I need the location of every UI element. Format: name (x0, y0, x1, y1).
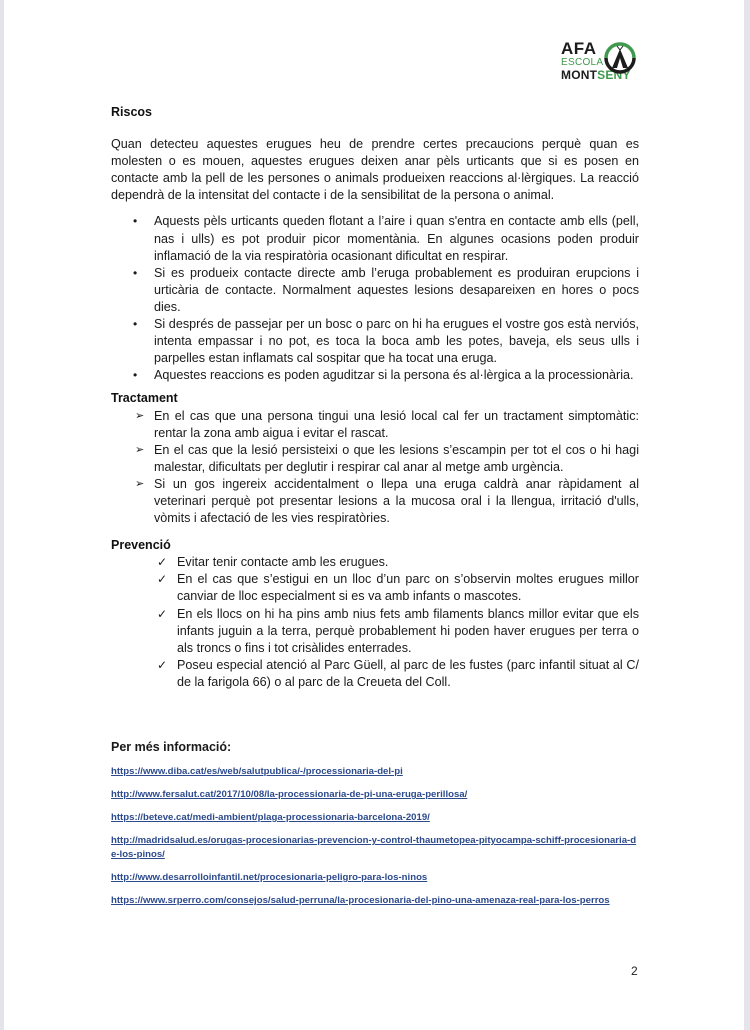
tepee-circle-icon (602, 40, 638, 76)
list-item: • Si després de passejar per un bosc o parc on hi ha erugues el vostre gos està nerviós, intenta empassar i no pot, es toca la boca amb les potes, baveja, els seus ulls i parpelles estan inflamats cal sospitar que ha tocat una eruga. (133, 317, 639, 366)
reference-link[interactable]: https://www.srperro.com/consejos/salud-perruna/la-procesionaria-del-pino-una-amenaza-real-para-los-perros (111, 895, 610, 907)
viewer-left-edge (0, 0, 4, 1030)
bullet-icon: • (133, 214, 138, 229)
heading-riscos: Riscos (111, 105, 152, 119)
bullet-icon: • (133, 317, 138, 332)
riscos-list (111, 213, 639, 384)
bullet-icon: • (133, 265, 138, 280)
reference-link[interactable]: https://www.diba.cat/es/web/salutpublica/-/processionaria-del-pi (111, 766, 403, 778)
list-item: ➢ En el cas que la lesió persisteixi o que les lesions s’escampin per tot el cos o hi hagi malestar, dificultats per deglutir i respirar cal anar al metge amb urgència. (135, 442, 639, 474)
afa-logo (561, 40, 641, 88)
arrow-bullet-icon: ➢ (135, 409, 145, 422)
logo-mont: MONT (561, 68, 598, 82)
reference-link[interactable]: http://www.desarrolloinfantil.net/procesionaria-peligro-para-los-ninos (111, 872, 428, 884)
logo-seny: SENY (597, 68, 631, 82)
bullet-icon: • (133, 368, 138, 383)
list-item: • Aquests pèls urticants queden flotant a l’aire i quan s'entra en contacte amb ells (pell, nas i ulls) es pot produir picor momentània. En algunes ocasions poden produir inflamació de la via respiratòria ocasionant dificultat en respirar. (133, 214, 639, 263)
reference-link[interactable]: http://madridsalud.es/orugas-procesionarias-prevencion-y-control-thaumetopea-pityocampa-schiff-procesionaria-de-los-pinos/ (111, 835, 637, 861)
logo-afa: AFA (561, 39, 597, 58)
prevencio-list (111, 554, 639, 691)
arrow-bullet-icon: ➢ (135, 443, 145, 456)
document-body (111, 104, 639, 917)
section-more-info (111, 739, 639, 908)
heading-more-info: Per més informació: (111, 740, 232, 754)
list-item: ✓ Evitar tenir contacte amb les erugues. (111, 554, 639, 571)
list-item: • Si es produeix contacte directe amb l’eruga probablement es produiran erupcions i urticària de contacte. Normalment aquestes lesions desapareixen en hores o pocs dies. (133, 265, 639, 314)
checkmark-icon: ✓ (157, 572, 168, 587)
list-item: ➢ En el cas que una persona tingui una lesió local cal fer un tractament simptomàtic: rentar la zona amb aigua i evitar el rascat. (135, 408, 639, 440)
section-riscos (111, 104, 639, 384)
section-prevencio (111, 537, 639, 691)
list-item: ➢ Si un gos ingereix accidentalment o llepa una eruga caldrà anar ràpidament al veterinari perquè pot presentar lesions a la mucosa oral i la llengua, irritació d'ulls, vòmits i afectació de les vies respiratòries. (135, 476, 639, 526)
list-item: • Aquestes reaccions es poden aguditzar si la persona és al·lèrgica a la processionària. (111, 367, 639, 384)
viewer-right-edge (744, 0, 750, 1030)
list-item: ✓ En els llocs on hi ha pins amb nius fets amb filaments blancs millor evitar que els infants juguin a la terra, perquè probablement hi poden haver erugues per terra o als troncs o fins i tot crisàlides enterrades. (157, 606, 639, 655)
arrow-bullet-icon: ➢ (135, 477, 145, 490)
checkmark-icon: ✓ (157, 555, 168, 570)
reference-links (111, 765, 639, 908)
list-item: ✓ Poseu especial atenció al Parc Güell, al parc de les fustes (parc infantil situat al C/ de la farigola 66) o al parc de la Creueta del Coll. (157, 657, 639, 689)
checkmark-icon: ✓ (157, 657, 168, 672)
list-item: ✓ En el cas que s’estigui en un lloc d’un parc on s’observin moltes erugues millor canviar de lloc especialment si es va amb infants o mascotes. (157, 572, 639, 604)
section-tractament (111, 390, 639, 527)
page-number: 2 (631, 964, 638, 978)
riscos-intro: Quan detecteu aquestes erugues heu de prendre certes precaucions perquè quan es molesten o es mouen, aquestes erugues deixen anar pèls urticants que si es posen en contacte amb la pell de les persones o animals produeixen reaccions al·lèrgiques. La reacció dependrà de la intensitat del contacte i de la sensibilitat de la persona o animal. (111, 137, 639, 203)
checkmark-icon: ✓ (157, 606, 168, 621)
logo-escola: ESCOLA (561, 57, 604, 68)
heading-prevencio: Prevenció (111, 538, 171, 553)
reference-link[interactable]: http://www.fersalut.cat/2017/10/08/la-processionaria-de-pi-una-eruga-perillosa/ (111, 789, 468, 801)
reference-link[interactable]: https://beteve.cat/medi-ambient/plaga-processionaria-barcelona-2019/ (111, 812, 430, 824)
heading-tractament: Tractament (111, 391, 178, 406)
tractament-list (111, 408, 639, 528)
